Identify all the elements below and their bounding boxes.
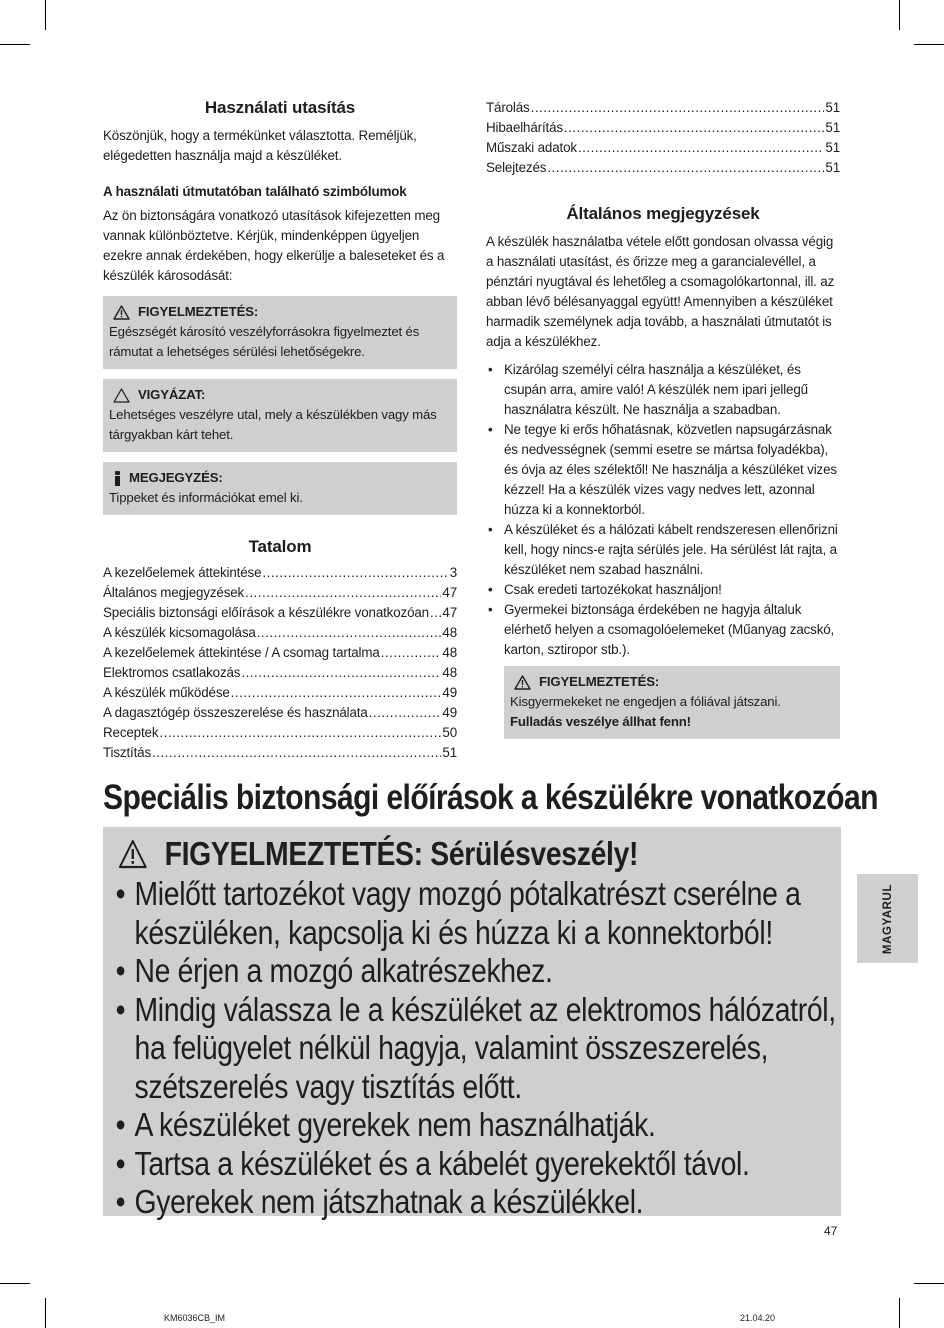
notice-warning [103, 296, 457, 369]
right-column [486, 98, 840, 739]
crop-mark [914, 1283, 944, 1284]
toc-item[interactable]: Receptek ..... 50 [103, 723, 457, 743]
safety-title: Speciális biztonsági előírások a készülékre vonatkozóan [103, 778, 878, 817]
warning-triangle-icon [118, 839, 147, 869]
toc-item[interactable]: Speciális biztonsági előírások a készülékre vonatkozóan ..... 47 [103, 603, 457, 623]
toc-item[interactable]: A kezelőelemek áttekintése ..... 3 [103, 563, 457, 583]
caution-triangle-icon [113, 388, 130, 403]
symbols-heading: A használati útmutatóban található szimbólumok [103, 184, 407, 199]
toc-item[interactable]: Selejtezés ..... 51 [486, 158, 840, 178]
crop-mark [899, 1298, 900, 1328]
warning-triangle-icon [113, 305, 130, 320]
left-column [103, 96, 457, 763]
notice-text: Lehetséges veszélyre utal, mely a készülékben vagy más tárgyakban kárt tehet. [109, 407, 437, 442]
toc-item[interactable]: Tisztítás ..... 51 [103, 743, 457, 763]
list-item: • Gyermekei biztonsága érdekében ne hagyja általuk elérhető helyen a csomagolóelemeket (Műanyag zacskó, karton, sztiropor stb.). [486, 600, 840, 660]
warning-text: Kisgyermekeket ne engedjen a fóliával játszani. [510, 694, 781, 709]
list-item: • Csak eredeti tartozékokat használjon! [486, 580, 840, 600]
list-item: • Ne tegye ki erős hőhatásnak, közvetlen napsugárzásnak és nedvességnek (semmi esetre se mártsa folyadékba), és óvja az éles szélektől! Ne használja a készüléket vizes kézzel! Ha a készülék vizes vagy nedves lett, azonnal húzza ki a konnektorból. [486, 420, 840, 520]
notice-note [103, 462, 457, 515]
footer-doc-id: KM6036CB_IM [164, 1313, 226, 1323]
toc-item[interactable]: A készülék kicsomagolása ..... 48 [103, 623, 457, 643]
crop-mark [914, 44, 944, 45]
list-item: • Mielőtt tartozékot vagy mozgó pótalkatrészt cserélne a készüléken, kapcsolja ki és húzza ki a konnektorból! [113, 875, 844, 952]
crop-mark [0, 1283, 30, 1284]
crop-mark [45, 0, 46, 30]
notice-title: FIGYELMEZTETÉS: [138, 304, 259, 319]
list-item: • A készüléket gyerekek nem használhatják. [113, 1106, 844, 1145]
toc-item[interactable]: Elektromos csatlakozás ..... 48 [103, 663, 457, 683]
list-item: • Tartsa a készüléket és a kábelét gyerekektől távol. [113, 1145, 844, 1184]
list-item: • Mindig válassza le a készüléket az elektromos hálózatról, ha felügyelet nélkül hagyja, valamint összeszerelés, szétszerelés vagy tisztítás előtt. [113, 991, 844, 1107]
language-tab [857, 874, 918, 963]
crop-mark [45, 1298, 46, 1328]
table-of-contents-cont [486, 98, 840, 178]
crop-mark [899, 0, 900, 30]
notice-title: VIGYÁZAT: [138, 387, 206, 402]
safety-warning-title: FIGYELMEZTETÉS: Sérülésveszély! [164, 834, 639, 872]
list-item: • Gyerekek nem játszhatnak a készülékkel. [113, 1183, 844, 1222]
general-text: A készülék használatba vétele előtt gondosan olvassa végig a használati utasítást, és őrizze meg a garancialevéllel, a pénztári nyugtával és lehetőleg a csomagolókartonnal, ill. az abban lévő bélésanyaggal együtt! Amennyiben a készüléket harmadik személynek adja tovább, a használati útmutatót is adja a készülékhez. [486, 234, 835, 349]
warning-bold-text: Fulladás veszélye állhat fenn! [510, 714, 691, 729]
symbols-text: Az ön biztonságára vonatkozó utasítások kifejezetten meg vannak különböztetve. Kérjük, mindenképpen ügyeljen ezekre annak érdekében, hogy elkerülje a baleseteket és a készülék károsodását: [103, 208, 445, 283]
footer-date: 21.04.20 [740, 1313, 776, 1323]
page-number: 47 [824, 1224, 838, 1238]
warning-title: FIGYELMEZTETÉS: [539, 674, 660, 689]
notice-caution [103, 379, 457, 452]
toc-item[interactable]: Hibaelhárítás ..... 51 [486, 118, 840, 138]
toc-item[interactable]: A készülék működése ..... 49 [103, 683, 457, 703]
contents-title: Tatalom [248, 537, 312, 556]
toc-item[interactable]: Általános megjegyzések ..... 47 [103, 583, 457, 603]
warning-triangle-icon [514, 675, 531, 690]
crop-mark [0, 44, 30, 45]
general-bullet-list [486, 360, 840, 660]
info-icon [113, 471, 121, 486]
safety-bullet-list [113, 875, 844, 1222]
language-label: MAGYARUL [881, 883, 894, 954]
notice-title: MEGJEGYZÉS: [129, 470, 223, 485]
notice-text: Egészségét károsító veszélyforrásokra figyelmeztet és rámutat a lehetséges sérülési lehetőségekre. [109, 324, 420, 359]
intro-title: Használati utasítás [204, 98, 356, 117]
intro-text: Köszönjük, hogy a termékünket választotta. Reméljük, elégedetten használja majd a készüléket. [103, 128, 417, 163]
list-item: • Ne érjen a mozgó alkatrészekhez. [113, 952, 844, 991]
toc-item[interactable]: Tárolás ..... 51 [486, 98, 840, 118]
list-item: • A készüléket és a hálózati kábelt rendszeresen ellenőrizni kell, hogy nincs-e rajta sérülés jele. Ha sérülést lát rajta, a készüléket nem szabad használni. [486, 520, 840, 580]
table-of-contents [103, 563, 457, 763]
packaging-warning [504, 666, 840, 739]
general-title: Általános megjegyzések [566, 204, 760, 223]
toc-item[interactable]: A dagasztógép összeszerelése és használata ..... 49 [103, 703, 457, 723]
notice-text: Tippeket és információkat emel ki. [109, 490, 303, 505]
toc-item[interactable]: A kezelőelemek áttekintése / A csomag tartalma ..... 48 [103, 643, 457, 663]
list-item: • Kizárólag személyi célra használja a készüléket, és csupán arra, amire való! A készülék nem ipari jellegű használatra készült. Ne használja a szabadban. [486, 360, 840, 420]
safety-warning-box [103, 827, 841, 1220]
toc-item[interactable]: Műszaki adatok ..... 51 [486, 138, 840, 158]
